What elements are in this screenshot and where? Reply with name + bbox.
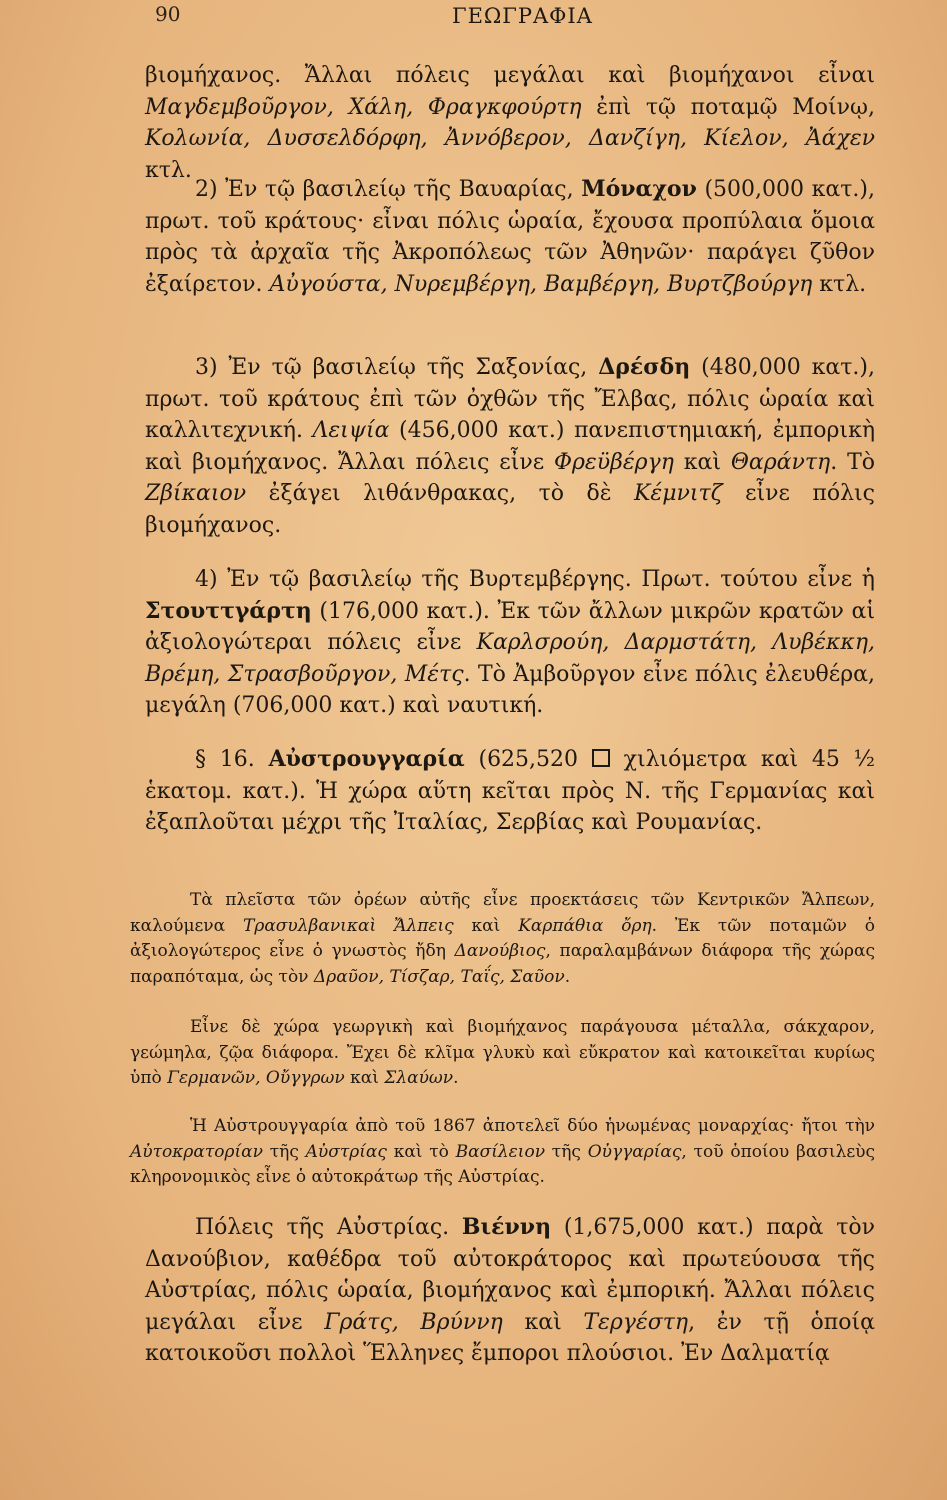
paragraph-saxony: 3) Ἐν τῷ βασιλείῳ τῆς Σαξονίας, Δρέσδη (480,000 κατ.), πρωτ. τοῦ κράτους ἐπὶ τῶν ὀχθῶν τῆς Ἔλβας, πόλις ὡραία καὶ καλλιτεχνική. Λειψία (456,000 κατ.) πανεπιστημιακή, ἐμπορικὴ καὶ βιομήχανος. Ἄλλαι πόλεις εἶνε Φρεϋβέργη καὶ Θαράντη. Τὸ Ζβίκαιον ἐξάγει λιθάνθρακας, τὸ δὲ Κέμνιτζ εἶνε πόλις βιομήχανος. bbox=[145, 354, 875, 538]
note-mountains-rivers: Τὰ πλεῖστα τῶν ὀρέων αὐτῆς εἶνε προεκτάσεις τῶν Κεντρικῶν Ἄλπεων, καλούμενα Τρασυλβανικαὶ Ἄλπεις καὶ Καρπάθια ὄρη. Ἐκ τῶν ποταμῶν ὁ ἀξιολογώτερος εἶνε ὁ γνωστὸς ἤδη Δανούβιος, παραλαμβάνων διάφορα τῆς χώρας παραπόταμα, ὡς τὸν Δραῦον, Τίσζαρ, Ταΐς, Σαῦον. bbox=[130, 890, 875, 987]
square-symbol-icon bbox=[592, 749, 610, 767]
paragraph-prussia-cities: βιομήχανος. Ἄλλαι πόλεις μεγάλαι καὶ βιομήχανοι εἶναι Μαγδεμβοῦργον, Χάλη, Φραγκφούρτη ἐπὶ τῷ ποταμῷ Μοίνῳ, Κολωνία, Δυσσελδόρφη, Ἀννόβερον, Δανζίγη, Κίελον, Ἀάχεν κτλ. bbox=[145, 63, 875, 183]
paragraph-wurttemberg: 4) Ἐν τῷ βασιλείῳ τῆς Βυρτεμβέργης. Πρωτ. τούτου εἶνε ἡ Στουττγάρτη (176,000 κατ.). Ἐκ τῶν ἄλλων μικρῶν κρατῶν αἱ ἀξιολογώτεραι πόλεις εἶνε Καρλσρούη, Δαρμστάτη, Λυβέκκη, Βρέμη, Στρασβοῦργον, Μέτς. Τὸ Ἀμβοῦργον εἶνε πόλις ἐλευθέρα, μεγάλη (706,000 κατ.) καὶ ναυτική. bbox=[145, 567, 876, 718]
page-number: 90 bbox=[155, 2, 181, 26]
paragraph-austrian-cities: Πόλεις τῆς Αὐστρίας. Βιέννη (1,675,000 κατ.) παρὰ τὸν Δανούβιον, καθέδρα τοῦ αὐτοκράτορος καὶ πρωτεύουσα τῆς Αὐστρίας, πόλις ὡραία, βιομήχανος καὶ ἐμπορική. Ἄλλαι πόλεις μεγάλαι εἶνε Γράτς, Βρύννη καὶ Τεργέστη, ἐν τῇ ὁποίᾳ κατοικοῦσι πολλοὶ Ἕλληνες ἔμποροι πλούσιοι. Ἐν Δαλματίᾳ bbox=[145, 1214, 875, 1366]
paragraph-bavaria: 2) Ἐν τῷ βασιλείῳ τῆς Βαυαρίας, Μόναχον (500,000 κατ.), πρωτ. τοῦ κράτους· εἶναι πόλις ὡραία, ἔχουσα προπύλαια ὅμοια πρὸς τὰ ἀρχαῖα τῆς Ἀκροπόλεως τῶν Ἀθηνῶν· παράγει ζῦθον ἐξαίρετον. Αὐγούστα, Νυρεμβέργη, Βαμβέργη, Βυρτζβούργη κτλ. bbox=[145, 176, 875, 297]
section-16-austria-hungary: § 16. Αὐστρουγγαρία (625,520 χιλιόμετρα καὶ 45 ½ ἑκατομ. κατ.). Ἡ χώρα αὕτη κεῖται πρὸς Ν. τῆς Γερμανίας καὶ ἐξαπλοῦται μέχρι τῆς Ἰταλίας, Σερβίας καὶ Ρουμανίας. bbox=[145, 746, 875, 835]
note-economy-population: Εἶνε δὲ χώρα γεωργικὴ καὶ βιομήχανος παράγουσα μέταλλα, σάκχαρον, γεώμηλα, ζῷα διάφορα. Ἔχει δὲ κλῖμα γλυκὺ καὶ εὔκρατον καὶ κατοικεῖται κυρίως ὑπὸ Γερμανῶν, Οὔγγρων καὶ Σλαύων. bbox=[130, 1017, 875, 1088]
running-title: ΓΕΩΓΡΑΦΙΑ bbox=[452, 4, 593, 28]
note-dual-monarchy: Ἡ Αὐστρουγγαρία ἀπὸ τοῦ 1867 ἀποτελεῖ δύο ἡνωμένας μοναρχίας· ἤτοι τὴν Αὐτοκρατορίαν τῆς Αὐστρίας καὶ τὸ Βασίλειον τῆς Οὐγγαρίας, τοῦ ὁποίου βασιλεὺς κληρονομικὸς εἶνε ὁ αὐτοκράτωρ τῆς Αὐστρίας. bbox=[130, 1116, 876, 1187]
